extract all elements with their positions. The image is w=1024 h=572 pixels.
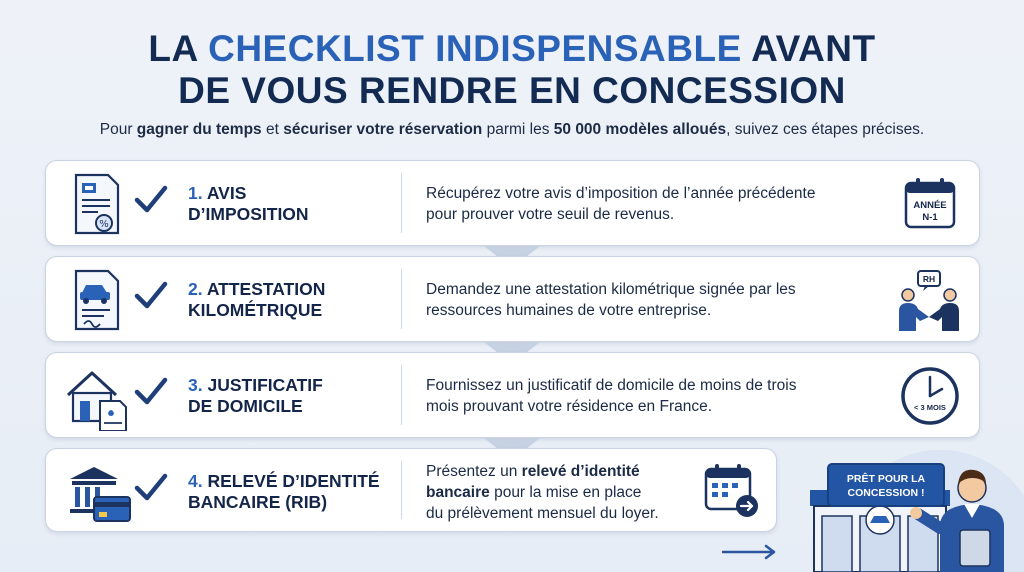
clock-label: < 3 MOIS — [914, 403, 946, 412]
title-highlight: CHECKLIST INDISPENSABLE — [208, 28, 742, 69]
step-title-2: 2. ATTESTATION KILOMÉTRIQUE — [188, 279, 326, 320]
subtitle: Pour gagner du temps et sécuriser votre réservation parmi les 50 000 modèles alloués, suivez ces étapes précises. — [99, 121, 925, 138]
step-card-3 — [45, 352, 980, 438]
divider — [401, 461, 402, 519]
step-card-4 — [45, 448, 777, 532]
step-desc-1: Récupérez votre avis d’imposition de l’année précédente pour prouver votre seuil de revenus. — [426, 185, 816, 223]
checkmark-icon — [134, 471, 168, 505]
title-line-1: LA CHECKLIST INDISPENSABLE AVANT — [148, 28, 876, 69]
arrow-right-icon — [720, 544, 778, 560]
step-card-2 — [45, 256, 980, 342]
step-desc-4: Présentez un relevé d’identité bancaire pour la mise en place du prélèvement mensuel du loyer. — [426, 463, 659, 522]
ready-sign: PRÊT POUR LA CONCESSION ! — [827, 463, 945, 507]
calendar-payment-icon — [702, 461, 760, 519]
svg-text:%: % — [99, 219, 109, 230]
handshake-rh-icon — [896, 267, 962, 333]
calendar-annee-icon — [901, 175, 959, 233]
divider — [401, 269, 402, 329]
checkmark-icon — [134, 375, 168, 409]
divider — [401, 173, 402, 233]
divider — [401, 365, 402, 425]
house-document-icon — [64, 361, 134, 431]
clock-icon — [899, 365, 961, 427]
car-document-icon — [64, 265, 134, 335]
bank-card-icon — [64, 457, 134, 527]
calendar-label-line1: ANNÉE — [913, 200, 947, 211]
calendar-label-line2: N-1 — [922, 212, 938, 223]
step-title-4: 4. RELEVÉ D’IDENTITÉ BANCAIRE (RIB) — [188, 471, 380, 512]
checkmark-icon — [134, 183, 168, 217]
step-desc-2: Demandez une attestation kilométrique signée par les ressources humaines de votre entreprise. — [426, 281, 796, 319]
step-desc-3: Fournissez un justificatif de domicile de moins de trois mois prouvant votre résidence en France. — [426, 377, 797, 415]
page-title — [0, 28, 1024, 112]
title-line-2: DE VOUS RENDRE EN CONCESSION — [178, 70, 846, 111]
rh-label: RH — [922, 274, 936, 284]
step-card-1 — [45, 160, 980, 246]
step-title-1: 1. AVIS D’IMPOSITION — [188, 183, 309, 224]
checkmark-icon — [134, 279, 168, 313]
step-title-3: 3. JUSTIFICATIF DE DOMICILE — [188, 375, 323, 416]
tax-document-icon — [64, 169, 134, 239]
